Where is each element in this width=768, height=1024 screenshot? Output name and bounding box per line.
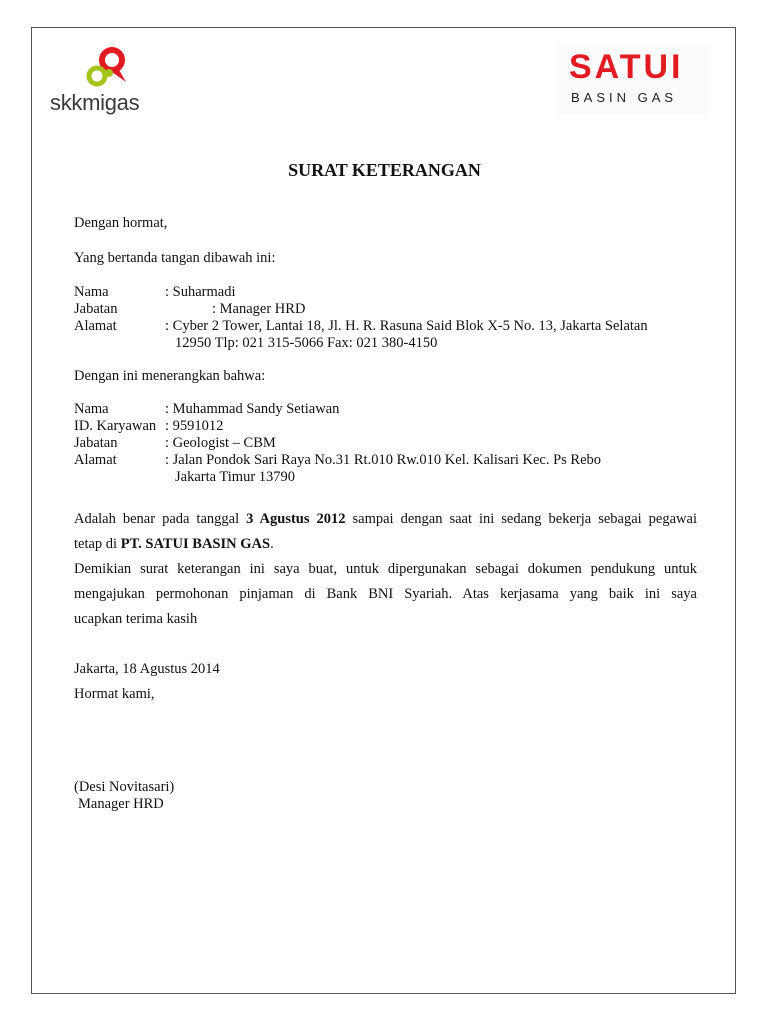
employee-address-label: Alamat (74, 452, 117, 468)
skkmigas-emblem-icon (82, 46, 134, 94)
body-paragraph-1-line-1 (74, 511, 697, 528)
body-text: sampai dengan saat ini sedang bekerja sebagai pegawai (345, 511, 697, 527)
employee-name-label: Nama (74, 401, 109, 417)
signatory-title: Manager HRD (78, 796, 164, 812)
intro-text: Yang bertanda tangan dibawah ini: (74, 250, 276, 266)
employee-name-value: : Muhammad Sandy Setiawan (165, 401, 340, 417)
employee-address-line-2: Jakarta Timur 13790 (175, 469, 296, 485)
body-paragraph-1-line-2 (74, 536, 697, 553)
signer-name-label: Nama (74, 284, 109, 300)
employment-start-date: 3 Agustus 2012 (246, 511, 346, 527)
place-date: Jakarta, 18 Agustus 2014 (74, 661, 220, 677)
signer-name-value: : Suharmadi (165, 284, 236, 300)
signer-address-label: Alamat (74, 318, 117, 334)
body-paragraph-2-line-3: ucapkan terima kasih (74, 611, 198, 627)
signer-position-value: : Manager HRD (212, 301, 306, 317)
employee-address-line-1: : Jalan Pondok Sari Raya No.31 Rt.010 Rw.010 Kel. Kalisari Kec. Ps Rebo (165, 452, 602, 468)
satui-subtitle: BASIN GAS (571, 90, 678, 105)
letter-page (31, 27, 736, 994)
signer-position-label: Jabatan (74, 301, 118, 317)
body-text: Adalah benar pada tanggal (74, 511, 247, 527)
body-text: . (270, 536, 274, 552)
body-paragraph-2-line-1: Demikian surat keterangan ini saya buat, untuk dipergunakan sebagai dokumen pendukung untuk (74, 561, 697, 577)
statement-text: Dengan ini menerangkan bahwa: (74, 368, 266, 384)
signer-address-line-1: : Cyber 2 Tower, Lantai 18, Jl. H. R. Rasuna Said Blok X-5 No. 13, Jakarta Selatan (165, 318, 648, 334)
greeting: Dengan hormat, (74, 215, 168, 231)
satui-wordmark: SATUI (569, 48, 684, 86)
employee-position-label: Jabatan (74, 435, 118, 451)
skkmigas-wordmark: skkmigas (50, 90, 140, 115)
body-text: tetap di (74, 536, 121, 552)
employee-id-label: ID. Karyawan (74, 418, 157, 434)
employee-id-value: : 9591012 (165, 418, 224, 434)
signatory-name: (Desi Novitasari) (74, 779, 175, 795)
closing: Hormat kami, (74, 686, 155, 702)
satui-logo (557, 44, 709, 114)
letter-title: SURAT KETERANGAN (288, 160, 481, 180)
skkmigas-logo (50, 46, 166, 118)
employee-position-value: : Geologist – CBM (165, 435, 276, 451)
body-paragraph-2-line-2: mengajukan permohonan pinjaman di Bank BNI Syariah. Atas kerjasama yang baik ini saya (74, 586, 697, 602)
company-name: PT. SATUI BASIN GAS (120, 536, 271, 552)
signer-address-line-2: 12950 Tlp: 021 315-5066 Fax: 021 380-4150 (175, 335, 438, 351)
